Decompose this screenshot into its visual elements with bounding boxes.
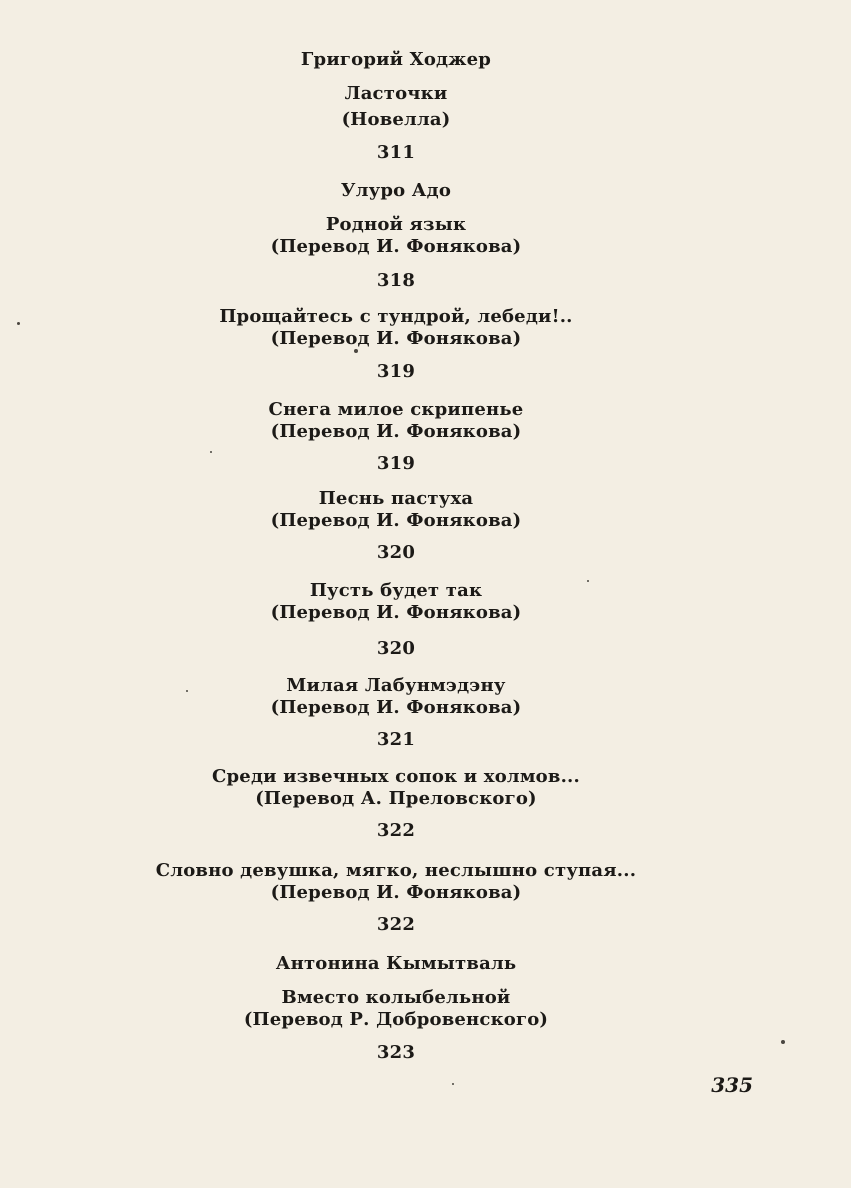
toc-trans-2: (Перевод И. Фонякова) — [270, 328, 522, 349]
toc-trans-3: (Перевод И. Фонякова) — [270, 421, 522, 442]
toc-author-kymytval: Антонина Кымытваль — [275, 953, 517, 974]
toc-page-319a: 319 — [376, 361, 416, 382]
toc-trans-1: (Перевод И. Фонякова) — [270, 236, 522, 257]
toc-title-rodnoy: Родной язык — [325, 214, 467, 235]
toc-trans-8: (Перевод И. Фонякова) — [270, 882, 522, 903]
paper-speck — [354, 349, 358, 353]
toc-trans-6: (Перевод И. Фонякова) — [270, 697, 522, 718]
toc-title-pesn: Песнь пастуха — [318, 488, 474, 509]
toc-title-milaya: Милая Лабунмэдэну — [286, 675, 506, 696]
toc-page-323: 323 — [376, 1042, 416, 1063]
toc-page-321: 321 — [376, 729, 416, 750]
toc-page-322a: 322 — [376, 820, 416, 841]
toc-author-khodzher: Григорий Ходжер — [300, 49, 492, 70]
toc-title-sredi: Среди извечных сопок и холмов... — [212, 766, 580, 787]
toc-page-318: 318 — [376, 270, 416, 291]
toc-page-319b: 319 — [376, 453, 416, 474]
toc-sub-novella: (Новелла) — [341, 109, 451, 130]
paper-speck — [210, 451, 212, 453]
toc-trans-9: (Перевод Р. Добровенского) — [243, 1009, 549, 1030]
toc-trans-5: (Перевод И. Фонякова) — [270, 602, 522, 623]
toc-page-311: 311 — [376, 142, 416, 163]
toc-page-322b: 322 — [376, 914, 416, 935]
toc-author-ado: Улуро Адо — [340, 180, 452, 201]
paper-speck — [186, 690, 188, 692]
toc-title-vmesto: Вместо колыбельной — [281, 987, 511, 1008]
paper-speck — [781, 1040, 785, 1044]
paper-speck — [17, 322, 20, 325]
toc-page-320b: 320 — [376, 638, 416, 659]
toc-trans-4: (Перевод И. Фонякова) — [270, 510, 522, 531]
paper-speck — [452, 1083, 454, 1085]
toc-trans-7: (Перевод А. Преловского) — [255, 788, 537, 809]
toc-title-snega: Снега милое скрипенье — [268, 399, 524, 420]
toc-title-slovno: Словно девушка, мягко, неслышно ступая... — [155, 860, 637, 881]
toc-title-lastochki: Ласточки — [344, 83, 448, 104]
paper-speck — [587, 580, 589, 582]
page-number: 335 — [711, 1073, 753, 1097]
toc-title-proshchaytes: Прощайтесь с тундрой, лебеди!.. — [219, 306, 573, 327]
toc-title-pust: Пусть будет так — [309, 580, 483, 601]
toc-page-320a: 320 — [376, 542, 416, 563]
